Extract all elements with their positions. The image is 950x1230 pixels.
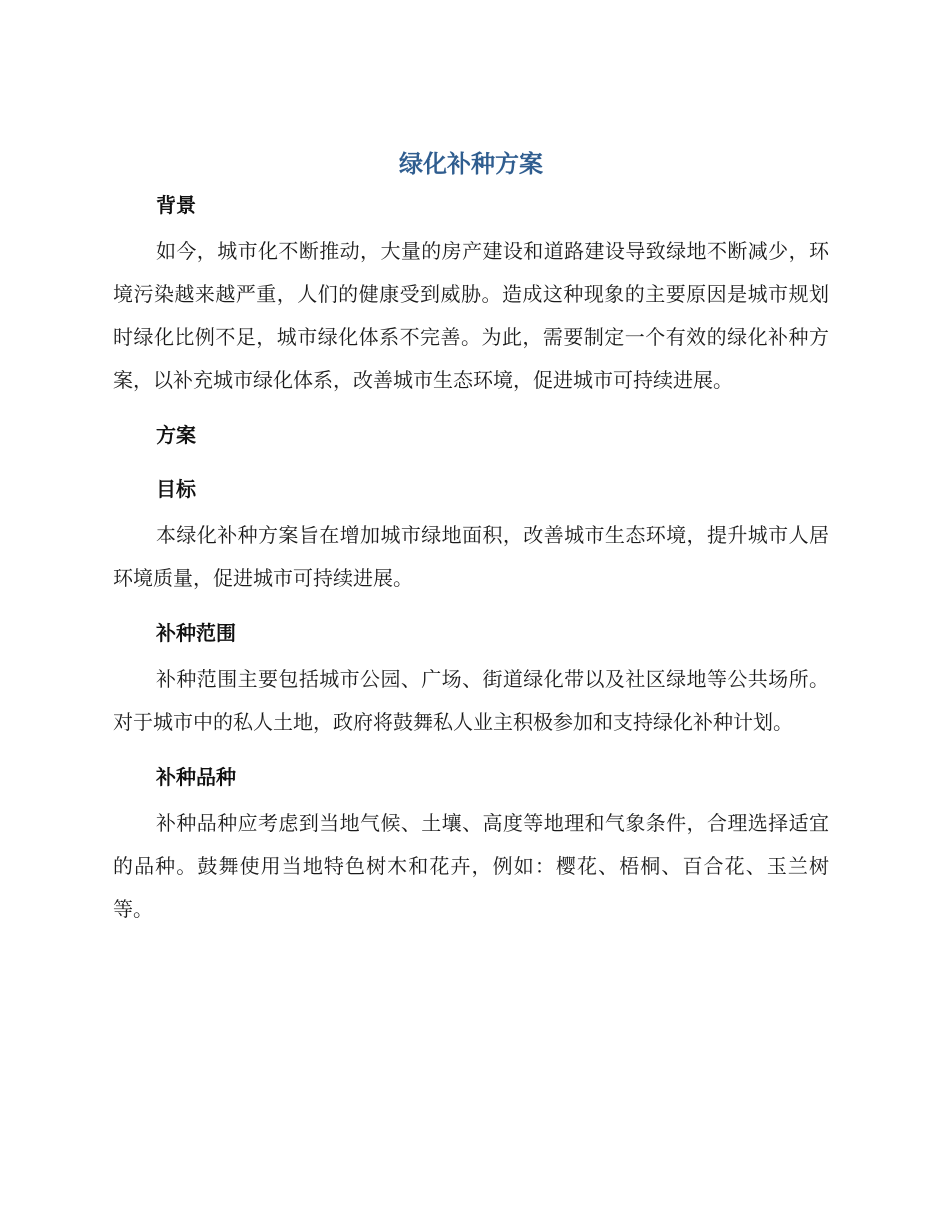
section-heading-scope: 补种范围 bbox=[156, 621, 236, 645]
section-text-scope: 补种范围主要包括城市公园、广场、街道绿化带以及社区绿地等公共场所。对于城市中的私人土地，政府将鼓舞私人业主积极参加和支持绿化补种计划。 bbox=[113, 667, 829, 734]
section-text-varieties: 补种品种应考虑到当地气候、土壤、高度等地理和气象条件，合理选择适宜的品种。鼓舞使用当地特色树木和花卉，例如：樱花、梧桐、百合花、玉兰树等。 bbox=[113, 811, 829, 921]
section-text-background: 如今，城市化不断推动，大量的房产建设和道路建设导致绿地不断减少，环境污染越来越严重，人们的健康受到威胁。造成这种现象的主要原因是城市规划时绿化比例不足，城市绿化体系不完善。为此，需要制定一个有效的绿化补种方案，以补充城市绿化体系，改善城市生态环境，促进城市可持续进展。 bbox=[113, 239, 829, 392]
section-heading-background: 背景 bbox=[156, 193, 196, 217]
section-text-goal: 本绿化补种方案旨在增加城市绿地面积，改善城市生态环境，提升城市人居环境质量，促进城市可持续进展。 bbox=[113, 523, 829, 590]
document-body bbox=[113, 144, 829, 931]
section-heading-goal: 目标 bbox=[156, 477, 196, 501]
document-title: 绿化补种方案 bbox=[399, 150, 543, 178]
section-heading-varieties: 补种品种 bbox=[156, 765, 236, 789]
section-heading-plan: 方案 bbox=[156, 423, 196, 447]
